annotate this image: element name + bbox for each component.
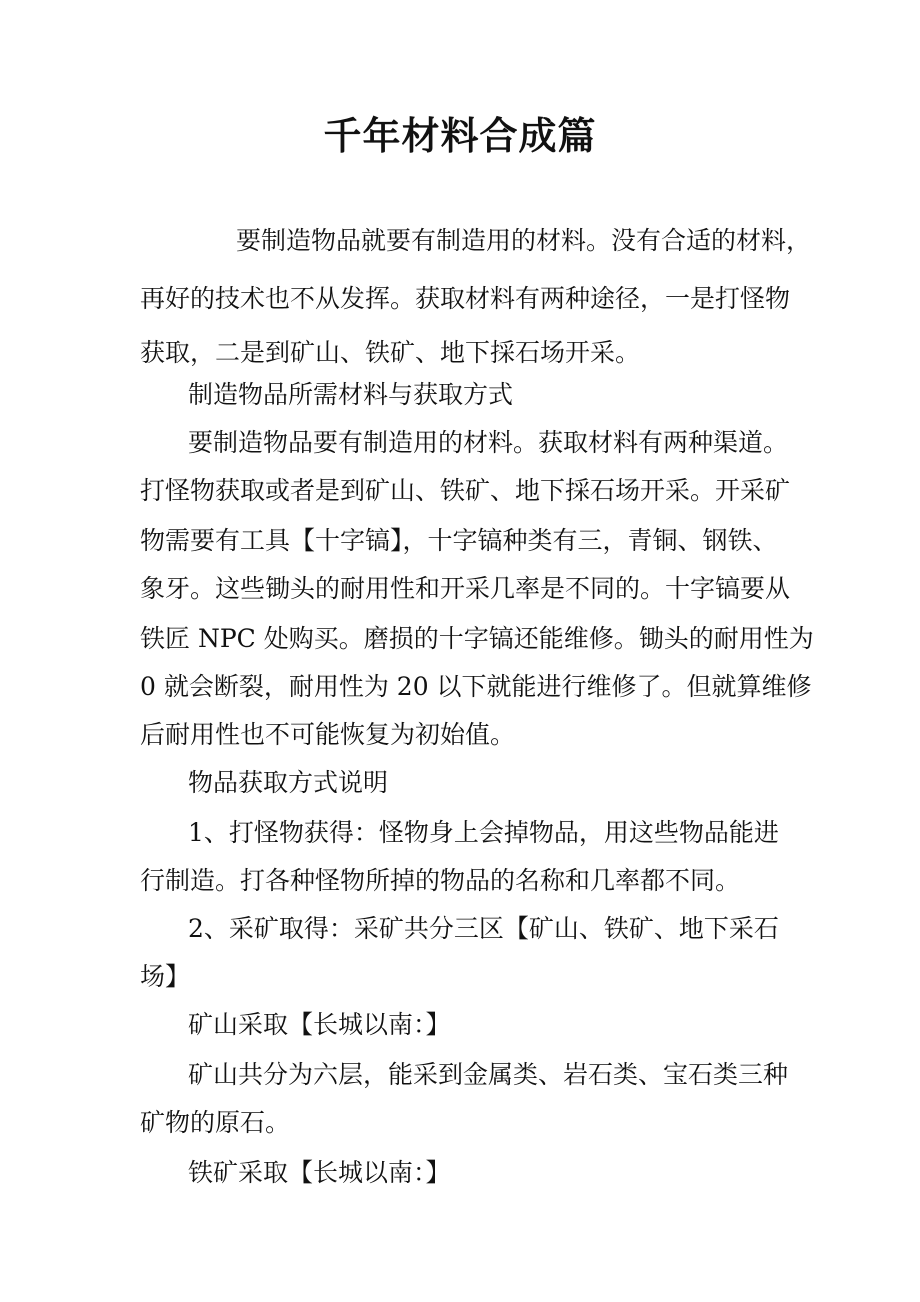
paragraph-line: 获取，二是到矿山、铁矿、地下採石场开采。 (140, 338, 641, 367)
paragraph-line: 要制造物品要有制造用的材料。获取材料有两种渠道。 (188, 428, 789, 457)
paragraph-line: 铁矿采取【长城以南：】 (188, 1158, 451, 1187)
paragraph-line: 后耐用性也不可能恢复为初始值。 (140, 720, 516, 749)
paragraph-line: 行制造。打各种怪物所掉的物品的名称和几率都不同。 (140, 866, 741, 895)
paragraph-line: 矿物的原石。 (140, 1108, 291, 1137)
paragraph-line: 矿山采取【长城以南：】 (188, 1010, 451, 1039)
paragraph-line: 物需要有工具【十字镐】，十字镐种类有三，青铜、钢铁、 (140, 526, 778, 555)
paragraph-line: 铁匠 NPC 处购买。磨损的十字镐还能维修。锄头的耐用性为 (140, 624, 814, 653)
paragraph-line: 要制造物品就要有制造用的材料。没有合适的材料， (236, 226, 812, 255)
paragraph-line: 2、采矿取得：采矿共分三区【矿山、铁矿、地下采石 (188, 914, 779, 943)
paragraph-line: 打怪物获取或者是到矿山、铁矿、地下採石场开采。开采矿 (140, 476, 791, 505)
paragraph-line: 矿山共分为六层，能采到金属类、岩石类、宝石类三种 (188, 1060, 789, 1089)
paragraph-line: 0 就会断裂，耐用性为 20 以下就能进行维修了。但就算维修 (140, 672, 812, 701)
paragraph-line: 场】 (140, 962, 191, 991)
document-title: 千年材料合成篇 (323, 113, 597, 158)
paragraph-line: 制造物品所需材料与获取方式 (188, 380, 514, 409)
paragraph-line: 象牙。这些锄头的耐用性和开采几率是不同的。十字镐要从 (140, 574, 791, 603)
paragraph-line: 再好的技术也不从发挥。获取材料有两种途径，一是打怪物 (140, 284, 791, 313)
paragraph-line: 物品获取方式说明 (188, 768, 389, 797)
paragraph-line: 1、打怪物获得：怪物身上会掉物品，用这些物品能进 (188, 818, 779, 847)
